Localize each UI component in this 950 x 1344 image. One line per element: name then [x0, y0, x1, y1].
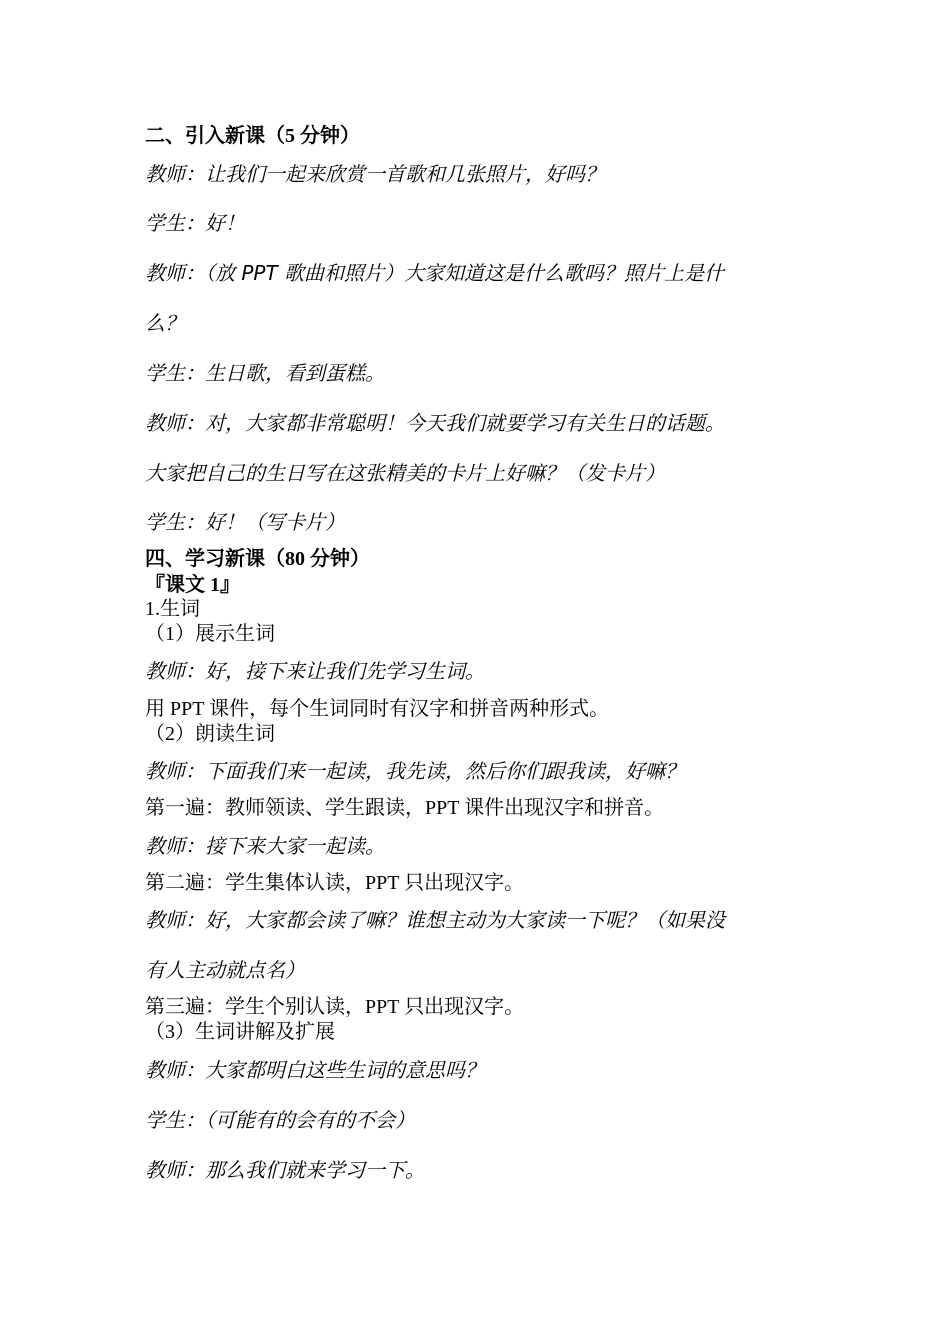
- dialog-line: 学生：好！（写卡片）: [145, 510, 345, 534]
- dialog-line: 教师：好，接下来让我们先学习生词。: [145, 659, 485, 683]
- dialog-line: 教师：好，大家都会读了嘛？谁想主动为大家读一下呢？（如果没: [145, 908, 725, 932]
- dialog-line: 教师：大家都明白这些生词的意思吗？: [145, 1058, 485, 1082]
- dialog-line: 教师：让我们一起来欣赏一首歌和几张照片，好吗？: [145, 162, 605, 186]
- dialog-line: 学生：生日歌，看到蛋糕。: [145, 361, 385, 385]
- subheading-explain-words: （3）生词讲解及扩展: [145, 1021, 335, 1043]
- note-line: 第三遍：学生个别认读，PPT 只出现汉字。: [145, 996, 525, 1018]
- dialog-line: 教师：那么我们就来学习一下。: [145, 1158, 425, 1182]
- subheading-read-words: （2）朗读生词: [145, 723, 275, 745]
- dialog-line: 教师：下面我们来一起读，我先读，然后你们跟我读，好嘛？: [145, 759, 685, 783]
- note-line: 第二遍：学生集体认读，PPT 只出现汉字。: [145, 872, 525, 894]
- section2-heading: 二、引入新课（5 分钟）: [145, 125, 360, 147]
- note-line: 用 PPT 课件，每个生词同时有汉字和拼音两种形式。: [145, 698, 610, 720]
- subheading-show-words: （1）展示生词: [145, 623, 275, 645]
- dialog-line: 教师：对，大家都非常聪明！今天我们就要学习有关生日的话题。: [145, 411, 725, 435]
- dialog-line: 教师：接下来大家一起读。: [145, 834, 385, 858]
- dialog-line: 么？: [145, 311, 185, 335]
- dialog-line: 学生：（可能有的会有的不会）: [145, 1108, 415, 1132]
- dialog-line: 大家把自己的生日写在这张精美的卡片上好嘛？（发卡片）: [145, 461, 665, 485]
- dialog-line: 教师：（放 PPT 歌曲和照片）大家知道这是什么歌吗？照片上是什: [145, 261, 725, 285]
- dialog-line: 学生：好！: [145, 211, 245, 235]
- dialog-line: 有人主动就点名）: [145, 958, 305, 982]
- note-line: 第一遍：教师领读、学生跟读，PPT 课件出现汉字和拼音。: [145, 797, 665, 819]
- lesson-title: 『课文 1』: [145, 574, 240, 596]
- section4-heading: 四、学习新课（80 分钟）: [145, 548, 370, 570]
- item-vocabulary: 1.生词: [145, 598, 200, 620]
